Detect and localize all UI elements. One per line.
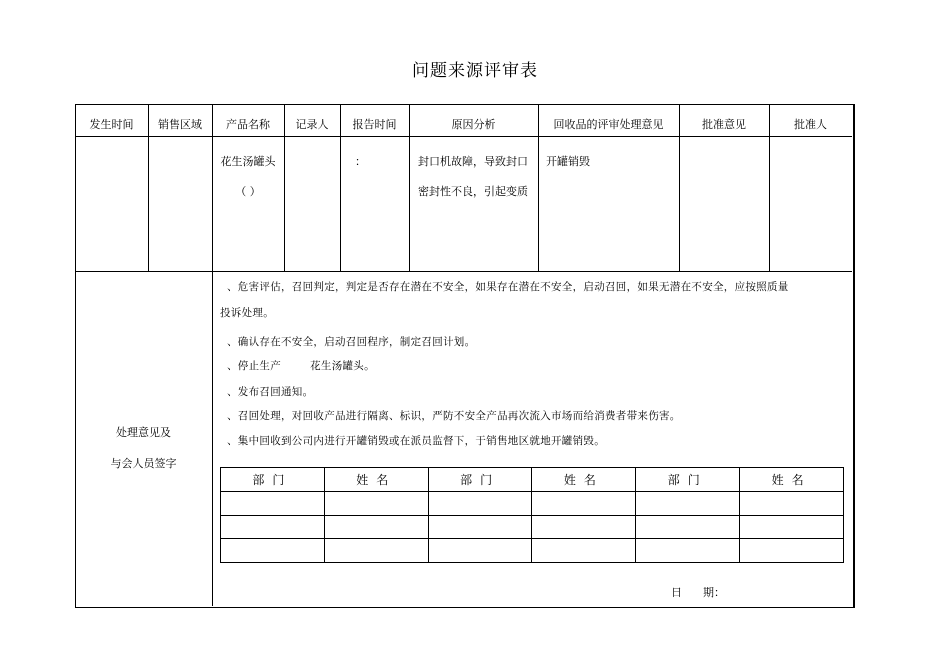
handling-label-line2: 与会人员签字 <box>110 457 177 470</box>
date-label: 日 期： <box>671 586 725 599</box>
signature-cell[interactable] <box>221 491 325 515</box>
header-approval-opinion: 批准意见 <box>702 118 746 131</box>
signature-row <box>221 491 844 515</box>
signature-cell[interactable] <box>532 539 636 563</box>
dept-column-header: 部门 <box>636 468 740 492</box>
signature-cell[interactable] <box>636 491 740 515</box>
header-cause-analysis: 原因分析 <box>451 118 496 131</box>
signature-cell[interactable] <box>221 515 325 539</box>
signature-cell[interactable] <box>324 539 428 563</box>
signature-cell[interactable] <box>636 515 740 539</box>
cause-analysis-line1: 封口机故障，导致封口 <box>418 155 528 168</box>
header-sales-region: 销售区域 <box>158 118 202 131</box>
name-column-header: 姓名 <box>532 468 636 492</box>
signature-cell[interactable] <box>740 515 844 539</box>
signature-cell[interactable] <box>636 539 740 563</box>
signature-header-row <box>221 468 844 492</box>
handling-step: 、集中回收到公司内进行开罐销毁或在派员监督下，于销售地区就地开罐销毁。 <box>227 435 605 447</box>
signature-cell[interactable] <box>428 515 532 539</box>
form-title: 问题来源评审表 <box>412 61 538 81</box>
handling-step: 投诉处理。 <box>220 307 274 319</box>
name-column-header: 姓名 <box>324 468 428 492</box>
report-time-value: ： <box>355 155 366 168</box>
header-review-opinion: 回收品的评审处理意见 <box>553 118 664 131</box>
signature-cell[interactable] <box>532 491 636 515</box>
column-divider <box>212 105 213 606</box>
signature-cell[interactable] <box>428 539 532 563</box>
signature-cell[interactable] <box>324 491 428 515</box>
signature-cell[interactable] <box>324 515 428 539</box>
header-product-name: 产品名称 <box>226 118 270 131</box>
name-column-header: 姓名 <box>740 468 844 492</box>
cause-analysis-line2: 密封性不良，引起变质 <box>418 185 528 198</box>
handling-step: 、发布召回通知。 <box>227 386 314 398</box>
header-row-divider <box>75 136 852 137</box>
handling-step: 、召回处理，对回收产品进行隔离、标识，严防不安全产品再次流入市场而给消费者带来伤害。 <box>227 410 681 422</box>
handling-label-line1: 处理意见及 <box>116 426 171 439</box>
signature-cell[interactable] <box>221 539 325 563</box>
review-opinion-value: 开罐销毁 <box>546 155 590 168</box>
data-row-divider <box>75 271 852 272</box>
signature-cell[interactable] <box>740 491 844 515</box>
attendee-signature-table <box>220 467 844 563</box>
header-recorder: 记录人 <box>295 118 329 131</box>
dept-column-header: 部门 <box>428 468 532 492</box>
handling-step: 、确认存在不安全，启动召回程序，制定召回计划。 <box>227 336 476 348</box>
header-occurrence-time: 发生时间 <box>89 118 134 131</box>
dept-column-header: 部门 <box>221 468 325 492</box>
signature-cell[interactable] <box>740 539 844 563</box>
header-report-time: 报告时间 <box>352 118 397 131</box>
signature-cell[interactable] <box>532 515 636 539</box>
signature-cell[interactable] <box>428 491 532 515</box>
signature-row <box>221 539 844 563</box>
handling-step: 、停止生产 花生汤罐头。 <box>227 360 375 372</box>
handling-step: 、危害评估，召回判定，判定是否存在潜在不安全，如果存在潜在不安全，启动召回，如果无潜在不安全，应按照质量 <box>227 281 789 293</box>
signature-row <box>221 515 844 539</box>
product-name-value: 花生汤罐头 <box>220 155 276 168</box>
header-approver: 批准人 <box>794 118 827 131</box>
product-name-paren: （ ） <box>235 185 261 198</box>
